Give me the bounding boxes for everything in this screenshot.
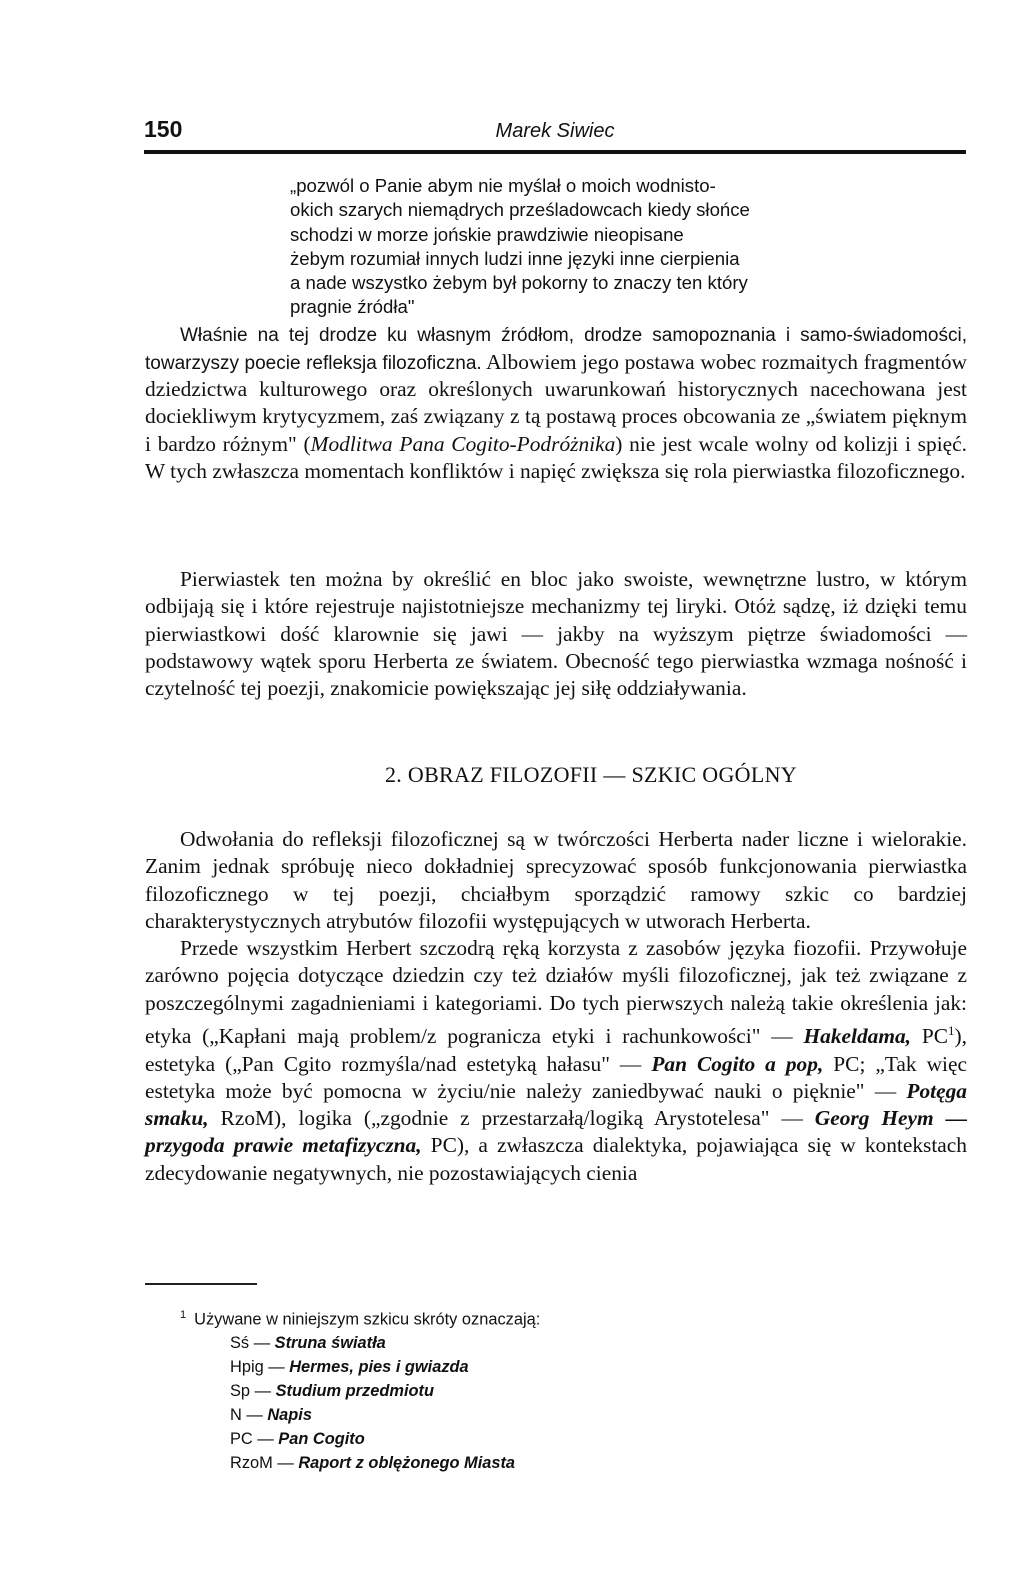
- paragraph-lead: Właśnie na tej drodze ku własnym źródłom, drodze samopoznania i samo-świadomości, towarzyszy poecie refleksja filozoficzna.: [145, 325, 967, 374]
- abbreviation-title: Pan Cogito: [278, 1430, 365, 1449]
- paragraph-text: Albowiem jego postawa wobec rozmaitych fragmentów dziedzictwa kulturowego oraz określonych uwarunkowań historycznych nacechowana jest dociekliwym krytycyzmem, zaś związany z tą postawą proces obcowania ze „światem pięknym i bardzo różnym" (: [145, 349, 967, 456]
- page-number: 150: [144, 116, 183, 142]
- abbreviation-title: Raport z oblężonego Miasta: [298, 1454, 516, 1473]
- abbreviation-entry: Sp — Studium przedmiotu: [230, 1382, 434, 1401]
- quotation-line: okich szarych niemądrych prześladowcach kiedy słońce: [290, 199, 750, 221]
- paragraph-text: PC), a zwłaszcza dialektyka, pojawiająca się w kontekstach zdecydowanie negatywnych, nie pozostawiających cienia: [145, 1133, 967, 1185]
- section-heading: 2. OBRAZ FILOZOFII — SZKIC OGÓLNY: [384, 762, 797, 787]
- abbreviation: Sp: [230, 1382, 251, 1401]
- paragraph: Odwołania do refleksji filozoficznej są w twórczości Herberta nader liczne i wielorakie. Zanim jednak spróbuję nieco dokładniej sprecyzować sposób funkcjonowania pierwiastka filozoficznego w tej poezji, chciałbym sporządzić ramowy szkic co bardziej charakterystycznych atrybutów filozofii występujących w utworach Herberta.: [145, 827, 967, 933]
- paragraph-text: RzoM), logika („zgodnie z przestarzałą/logiką Arystotelesa" —: [208, 1106, 815, 1131]
- poem-title: Potęga smaku,: [145, 1078, 967, 1131]
- footnote-intro: [180, 1303, 780, 1331]
- abbreviation-entry: Sś — Struna światła: [230, 1334, 386, 1353]
- header-rule: [144, 150, 966, 154]
- abbreviation-title: Studium przedmiotu: [275, 1382, 434, 1401]
- abbreviation-entry: Hpig — Hermes, pies i gwiazda: [230, 1358, 469, 1377]
- poem-title: Pan Cogito a pop,: [651, 1051, 824, 1076]
- paragraph: Pierwiastek ten można by określić en bloc jako swoiste, wewnętrzne lustro, w którym odbijają się i które rejestruje najistotniejsze mechanizmy tej liryki. Otóż sądzę, iż dzięki temu pierwiastkowi dość klarownie się jawi — jakby na wyższym piętrze świadomości — podstawowy wątek sporu Herberta ze światem. Obecność tego pierwiastka wzmaga nośność i czytelność tej poezji, znakomicie powiększając jej siłę oddziaływania.: [145, 567, 967, 701]
- poem-title: Georg Heym — przygoda prawie metafizyczna,: [145, 1106, 967, 1158]
- poem-quotation: [290, 174, 850, 320]
- paragraph-text: PC: [911, 1024, 949, 1049]
- abbreviation: PC: [230, 1430, 253, 1449]
- footnote-ref[interactable]: 1: [948, 1023, 955, 1039]
- paragraph-text: Przede wszystkim Herbert szczodrą ręką korzysta z zasobów języka fiozofii. Przywołuje zarówno pojęcia dotyczące dziedzin czy też działów myśli filozoficznej, jak też związane z poszczególnymi zagadnieniami i kategoriami. Do tych pierwszych należą takie określenia jak: etyka („Kapłani mają problem/z pogranicza etyki i rachunkowości" —: [145, 936, 967, 1049]
- abbreviation: Sś: [230, 1334, 250, 1353]
- abbreviation-title: Struna światła: [274, 1334, 386, 1353]
- poem-title: Modlitwa Pana Cogito-Podróżnika: [310, 431, 616, 456]
- abbreviation-entry: N — Napis: [230, 1406, 312, 1425]
- page-header: [144, 112, 966, 152]
- abbreviation-entry: PC — Pan Cogito: [230, 1430, 365, 1449]
- footnotes: [180, 1303, 780, 1475]
- abbreviation-title: Hermes, pies i gwiazda: [289, 1358, 469, 1377]
- quotation-line: a nade wszystko żebym był pokorny to znaczy ten który: [290, 272, 748, 294]
- quotation-line: pragnie źródła": [290, 296, 415, 318]
- footnote-text: Używane w niniejszym szkicu skróty oznaczają:: [194, 1310, 541, 1329]
- abbreviation-entry: RzoM — Raport z oblężonego Miasta: [230, 1454, 516, 1473]
- paragraph: [145, 935, 967, 1187]
- body-text: [145, 324, 967, 485]
- paragraph-text: ) nie jest wcale wolny od kolizji i spięć. W tych zwłaszcza momentach konfliktów i napięć zwiększa się rola pierwiastka filozoficznego.: [145, 431, 967, 483]
- paragraph-text: ), estetyka („Pan Cgito rozmyśla/nad estetyką hałasu" —: [145, 1024, 967, 1076]
- quotation-line: „pozwól o Panie abym nie myślał o moich wodnisto-: [290, 175, 716, 196]
- poem-title: Hakeldama,: [803, 1024, 912, 1049]
- abbreviation: N: [230, 1406, 242, 1425]
- quotation-line: żebym rozumiał innych ludzi inne języki inne cierpienia: [290, 247, 740, 269]
- abbreviation-title: Napis: [267, 1406, 312, 1425]
- body-text: [145, 566, 967, 702]
- footnote-marker: 1: [180, 1309, 187, 1321]
- running-head-author: Marek Siwiec: [495, 120, 615, 142]
- paragraph-text: PC; „Tak więc estetyka może być pomocna w życiu/nie należy zaniedbywać nauki o pięknie" —: [145, 1051, 967, 1103]
- section-body: [145, 826, 967, 1187]
- abbreviation: RzoM: [230, 1454, 273, 1473]
- quotation-line: schodzi w morze jońskie prawdziwie nieopisane: [290, 223, 684, 245]
- paragraph: [145, 324, 967, 485]
- footnote-rule: [145, 1283, 257, 1285]
- abbreviation: Hpig: [230, 1358, 264, 1377]
